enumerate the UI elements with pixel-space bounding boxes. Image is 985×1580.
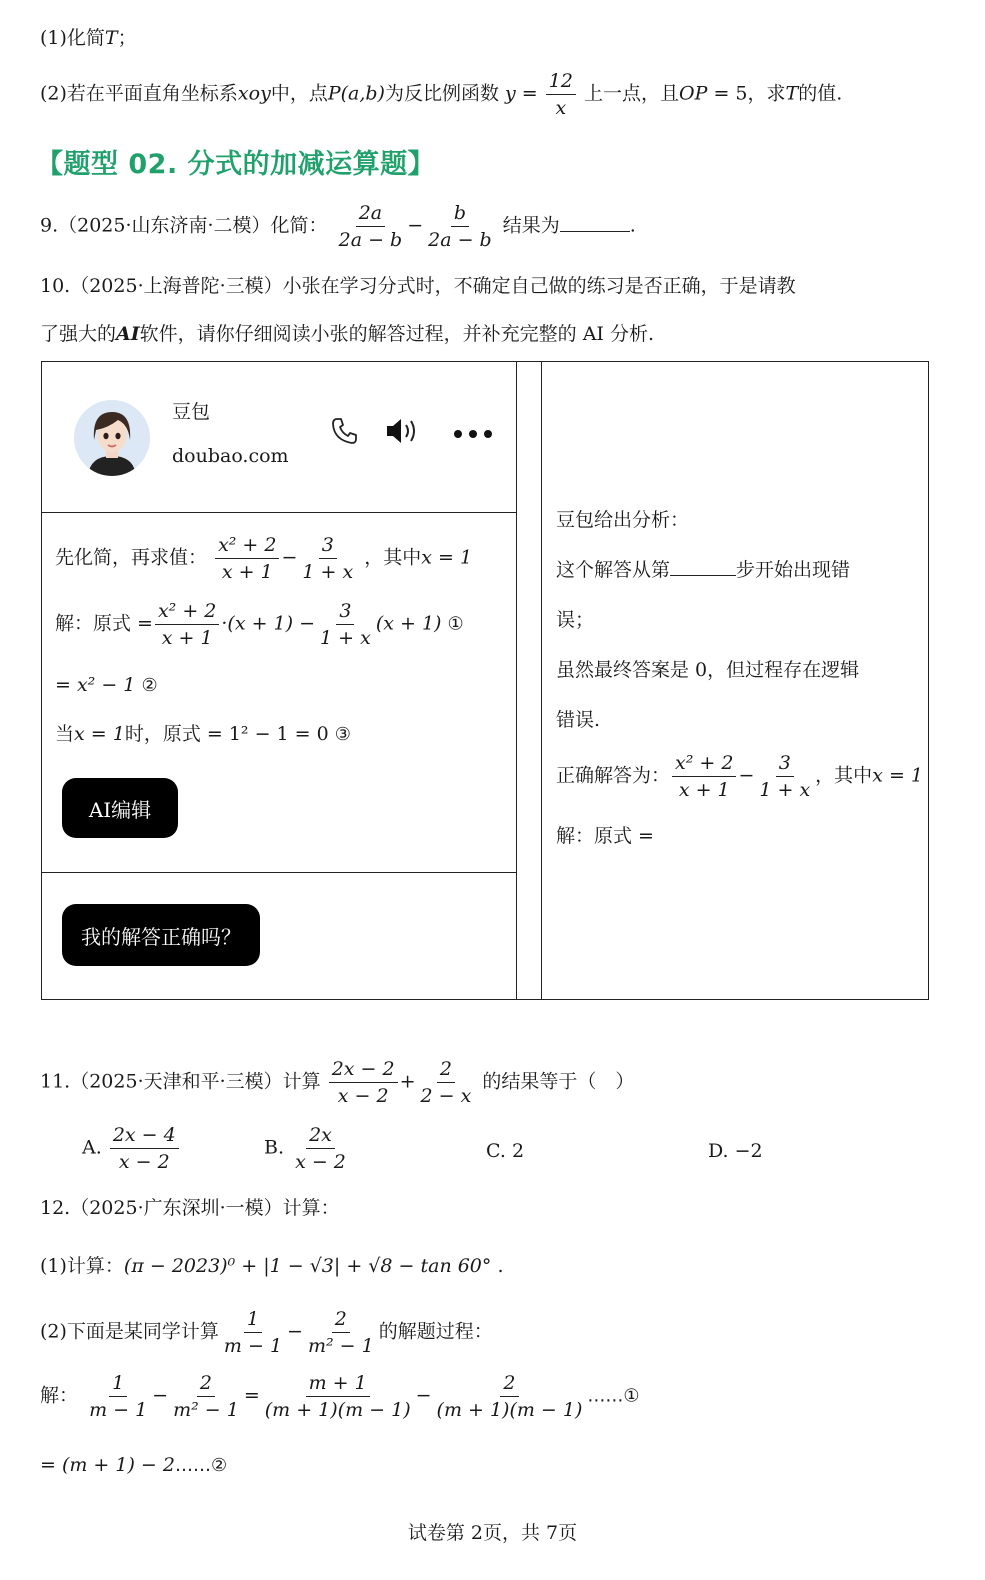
analysis-fraction-2: $\frac{3}{1 + x}$ xyxy=(759,752,811,801)
divider-vertical-2 xyxy=(541,362,542,999)
q12-sol-fraction-1: $\frac{1}{m - 1}$ xyxy=(89,1372,148,1421)
analysis-line-2: 误； xyxy=(556,609,595,631)
prompt-fraction-1: $\frac{\text{x² + 2}}{x + 1}$ xyxy=(215,534,279,583)
question-12-solution-1: 解： $\frac{1}{m - 1}$ − $\frac{2}{\text{m² − 1}}$ = $\frac{m + 1}{(m + 1)(m - 1)}$ − $\frac{2}{(m + 1)(m - 1)}$ ……① xyxy=(40,1372,640,1421)
question-11: 11.（2025·天津和平·三模）计算 $\frac{2x - 2}{x - 2}$ + $\frac{2}{2 - x}$ 的结果等于（ ） xyxy=(40,1058,635,1107)
analysis-line-6: 解：原式 = xyxy=(556,825,654,847)
analysis-title: 豆包给出分析： xyxy=(556,509,690,531)
divider-vertical-1 xyxy=(516,362,517,999)
q11-fraction-1: $\frac{2x - 2}{x - 2}$ xyxy=(329,1058,398,1107)
analysis-correct-solution: 正确解答为： $\frac{\text{x² + 2}}{x + 1}$ − $\frac{3}{1 + x}$ ，其中x = 1 xyxy=(556,752,923,801)
part2-line: (2)若在平面直角坐标系xoy中，点P(a,b)为反比例函数 y = $\frac{12}{x}$ 上一点，且OP = 5，求T的值. xyxy=(40,70,843,119)
answer-blank[interactable] xyxy=(560,231,630,232)
solution-fraction-1: $\frac{\text{x² + 2}}{x + 1}$ xyxy=(155,600,219,649)
solution-fraction-2: $\frac{3}{1 + x}$ xyxy=(320,600,371,649)
part1-line: (1)化简T； xyxy=(40,27,137,49)
question-12-part-1: (1)计算：(π − 2023)⁰ + |1 − √3| + √8 − tan 60° . xyxy=(40,1255,504,1277)
prompt-fraction-2: $\frac{3}{1 + x}$ xyxy=(302,534,354,583)
question-12: 12.（2025·广东深圳·一模）计算： xyxy=(40,1197,340,1219)
option-d[interactable]: D. −2 xyxy=(708,1140,763,1162)
option-b-fraction: $\frac{2x}{x - 2}$ xyxy=(295,1124,346,1173)
question-12-solution-2: = (m + 1) − 2……② xyxy=(40,1454,228,1476)
q9-fraction-1: $\frac{2a}{2a - b}$ xyxy=(338,202,403,251)
divider-horizontal-2 xyxy=(42,872,516,873)
phone-icon[interactable] xyxy=(330,416,360,446)
solution-step-3: 当x = 1时，原式 = 1² − 1 = 0 ③ xyxy=(55,723,351,745)
analysis-fraction-1: $\frac{\text{x² + 2}}{x + 1}$ xyxy=(672,752,736,801)
speaker-icon[interactable] xyxy=(384,416,420,446)
divider-horizontal-1 xyxy=(42,512,516,513)
app-domain: doubao.com xyxy=(172,445,289,467)
solution-step-2: = x² − 1 ② xyxy=(55,674,158,696)
option-a-fraction: $\frac{2x - 4}{x - 2}$ xyxy=(110,1124,179,1173)
question-10-line2: 了强大的AI软件，请你仔细阅读小张的解答过程，并补充完整的 AI 分析. xyxy=(40,323,655,345)
app-name: 豆包 xyxy=(172,401,211,423)
page-footer: 试卷第 2页，共 7页 xyxy=(407,1522,578,1544)
q9-fraction-2: $\frac{b}{2a - b}$ xyxy=(428,202,492,251)
avatar xyxy=(74,400,150,476)
option-a[interactable]: A. $\frac{2x - 4}{x - 2}$ xyxy=(82,1124,181,1173)
more-options-icon[interactable] xyxy=(452,428,496,440)
problem-prompt: 先化简，再求值： $\frac{\text{x² + 2}}{x + 1}$ − $\frac{3}{1 + x}$ ，其中x = 1 xyxy=(55,534,473,583)
q12-sol-fraction-3: $\frac{m + 1}{(m + 1)(m - 1)}$ xyxy=(264,1372,411,1421)
q12-fraction-2: $\frac{2}{\text{m² − 1}}$ xyxy=(307,1308,374,1357)
question-10-line1: 10.（2025·上海普陀·三模）小张在学习分式时，不确定自己做的练习是否正确，于是请教 xyxy=(40,275,796,297)
q12-sol-fraction-2: $\frac{2}{\text{m² − 1}}$ xyxy=(173,1372,239,1421)
analysis-line-3: 虽然最终答案是 0，但过程存在逻辑 xyxy=(556,659,860,681)
avatar-girl-icon xyxy=(74,400,150,476)
q12-fraction-1: $\frac{1}{m - 1}$ xyxy=(223,1308,283,1357)
solution-step-1: 解：原式 = $\frac{\text{x² + 2}}{x + 1}$ ·(x + 1) − $\frac{3}{1 + x}$ (x + 1) ① xyxy=(55,600,464,649)
fraction-12-over-x: $\frac{12}{x}$ xyxy=(546,70,576,119)
q12-sol-fraction-4: $\frac{2}{(m + 1)(m - 1)}$ xyxy=(436,1372,583,1421)
ai-chat-box xyxy=(41,361,929,1000)
question-9: 9.（2025·山东济南·二模）化简： $\frac{2a}{2a - b}$ − $\frac{b}{2a - b}$ 结果为 . xyxy=(40,202,636,251)
option-c[interactable]: C. 2 xyxy=(486,1140,525,1162)
analysis-line-4: 错误. xyxy=(556,709,601,731)
ask-correct-button[interactable]: 我的解答正确吗？ xyxy=(62,904,260,966)
analysis-line-1: 这个解答从第 步开始出现错 xyxy=(556,559,851,581)
q11-fraction-2: $\frac{2}{2 - x}$ xyxy=(420,1058,472,1107)
ai-edit-button[interactable]: AI编辑 xyxy=(62,778,178,838)
step-blank[interactable] xyxy=(670,575,736,576)
section-heading: 【题型 02. 分式的加减运算题】 xyxy=(36,149,436,180)
question-12-part-2: (2)下面是某同学计算 $\frac{1}{m - 1}$ − $\frac{2}{\text{m² − 1}}$ 的解题过程： xyxy=(40,1308,493,1357)
option-b[interactable]: B. $\frac{2x}{x - 2}$ xyxy=(264,1124,351,1173)
